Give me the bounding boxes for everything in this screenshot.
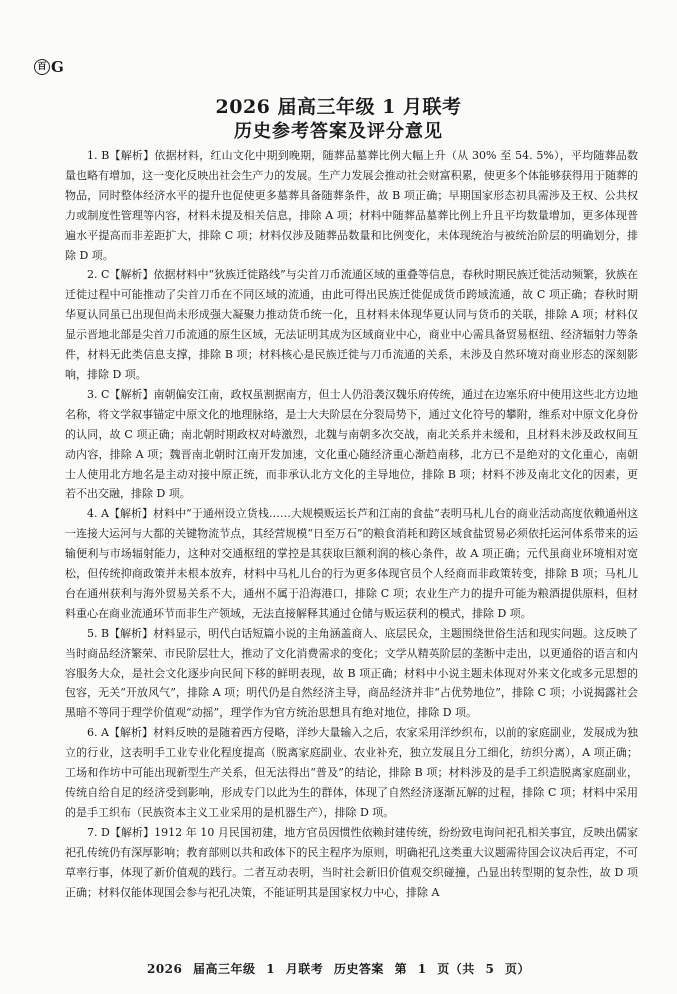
answer-content (65, 146, 638, 902)
publisher-logo (34, 58, 64, 76)
document-subtitle: 历史参考答案及评分意见 (234, 121, 443, 142)
answer-paragraph-6: 6. A【解析】材料反映的是随着西方侵略，洋纱大量输入之后，农家采用洋纱织布，以前的家庭副业，发展成为独立的行业，这表明手工业专业化程度提高（脱离家庭副业、农业补充，独立发展且分工细化，纺织分离），A 项正确；工场和作坊中可能出现新型生产关系，但无法得出“普及”的结论，排除 B 项；材料涉及的是手工织造脱离家庭副业，传统自给自足的经济受到影响，形成专门以此为生的群体，体现了自然经济逐渐瓦解的过程，排除 C 项；材料中采用的是手工织布（民族资本主义工业采用的是机器生产），排除 D 项。 (65, 726, 638, 819)
answer-paragraph-7: 7. D【解析】1912 年 10 月民国初建，地方官员因惯性依赖封建传统，纷纷致电询问祀孔相关事宜，反映出儒家祀孔传统仍有深厚影响；教育部则以共和政体下的民主程序为原则，明确祀孔这类重大议题需待国会议决后再定，不可草率行事，体现了新价值观的践行。二者互动表明，当时社会新旧价值观交织碰撞，凸显出转型期的复杂性，故 D 项正确；材料仅能体现国会参与祀孔决策，不能证明其是国家权力中心，排除 A (65, 825, 638, 899)
answer-paragraph-2: 2. C【解析】依据材料中“狄族迁徙路线”与尖首刀币流通区域的重叠等信息，春秋时期民族迁徙活动频繁，狄族在迁徙过程中可能推动了尖首刀币在不同区域的流通，由此可得出民族迁徙促成货币跨域流通，故 C 项正确；春秋时期华夏认同虽已出现但尚未形成强大凝聚力推动货币统一化，且材料未体现华夏认同与货币的关联，排除 A 项；材料仅显示晋地北部是尖首刀币流通的原生区域，无法证明其成为区域商业中心，商业中心需具备贸易枢纽、经济辐射力等条件，材料无此类信息支撑，排除 B 项；材料核心是民族迁徙与刀币流通的关系，未涉及自然环境对商业形态的深刻影响，排除 D 项。 (65, 268, 638, 381)
exam-title: 2026 届高三年级 1 月联考 (215, 96, 462, 118)
page-footer: 2026 届高三年级 1 月联考 历史答案 第 1 页（共 5 页） (146, 962, 531, 976)
answer-paragraph-4: 4. A【解析】材料中“于通州设立货栈……大规模贩运长芦和江南的食盐”表明马札儿台的商业活动高度依赖通州这一连接大运河与大都的关键物流节点，其经营规模“日至万石”的粮食消耗和跨区域食盐贸易必须依托运河体系带来的运输便利与市场辐射能力，这种对交通枢纽的掌控是其获取巨额利润的核心条件，故 A 项正确；元代虽商业环境相对宽松，但传统抑商政策并未根本放弃，材料中马札儿台的行为更多体现官员个人经商而非政策转变，排除 B 项；马札儿台在通州获利与海外贸易关系不大，通州不属于沿海港口，排除 C 项；农业生产力的提升可能为粮酒提供原料，但材料重心在商业流通环节而非生产领域，无法直接解释其通过仓储与贩运获利的模式，排除 D 项。 (65, 507, 638, 620)
answer-paragraph-1: 1. B【解析】依据材料，红山文化中期到晚期，随葬品墓葬比例大幅上升（从 30% 至 54. 5%），平均随葬品数量也略有增加，这一变化反映出社会生产力的发展。生产力发展会推动社会财富积累，使更多个体能够获得用于随葬的物品，同时整体经济水平的提升也促使更多墓葬具备随葬条件，故 B 项正确；早期国家形态初具需涉及王权、公共权力或制度性管理等内容，材料未提及相关信息，排除 A 项；材料中随葬品墓葬比例上升且平均数量增加，更多体现普遍水平提高而非差距扩大，排除 C 项；材料仅涉及随葬品数量和比例变化，未体现统治与被统治阶层的明确划分，排除 D 项。 (65, 149, 638, 262)
answer-paragraph-3: 3. C【解析】南朝偏安江南，政权虽割据南方，但士人仍沿袭汉魏乐府传统，通过在边塞乐府中使用这些北方边地名称，将文学叙事锚定中原文化的地理脉络，是士大夫阶层在分裂局势下，通过文化符号的攀附，维系对中原文化身份的认同，故 C 项正确；南北朝时期政权对峙激烈，北魏与南朝多次交战，南北关系并未缓和，且材料未涉及政权间互动内容，排除 A 项；魏晋南北朝时江南开发加速，文化重心随经济重心渐趋南移，北方已不是绝对的文化重心，南朝士人使用北方地名是主动对接中原正统，而非承认北方文化的主导地位，排除 B 项；材料不涉及南北文化的因素，更若不出交融，排除 D 项。 (65, 387, 638, 501)
logo-letter: G (51, 58, 64, 76)
logo-circle-mark: 百 (34, 59, 50, 75)
answer-paragraph-5: 5. B【解析】材料显示，明代白话短篇小说的主角涵盖商人、底层民众，主题围绕世俗生活和现实问题。这反映了当时商品经济繁荣、市民阶层壮大，推动了文化消费需求的变化；文学从精英阶层的垄断中走出，以更通俗的语言和内容服务大众，是社会文化逐步向民间下移的鲜明表现，故 B 项正确；材料中小说主题未体现对外来文化或多元思想的包容，无关“开放风气”，排除 A 项；明代仍是自然经济主导，商品经济并非“占优势地位”，排除 C 项；小说揭露社会黑暗不等同于理学价值观“动摇”，理学作为官方统治思想具有绝对地位，排除 D 项。 (65, 626, 638, 720)
